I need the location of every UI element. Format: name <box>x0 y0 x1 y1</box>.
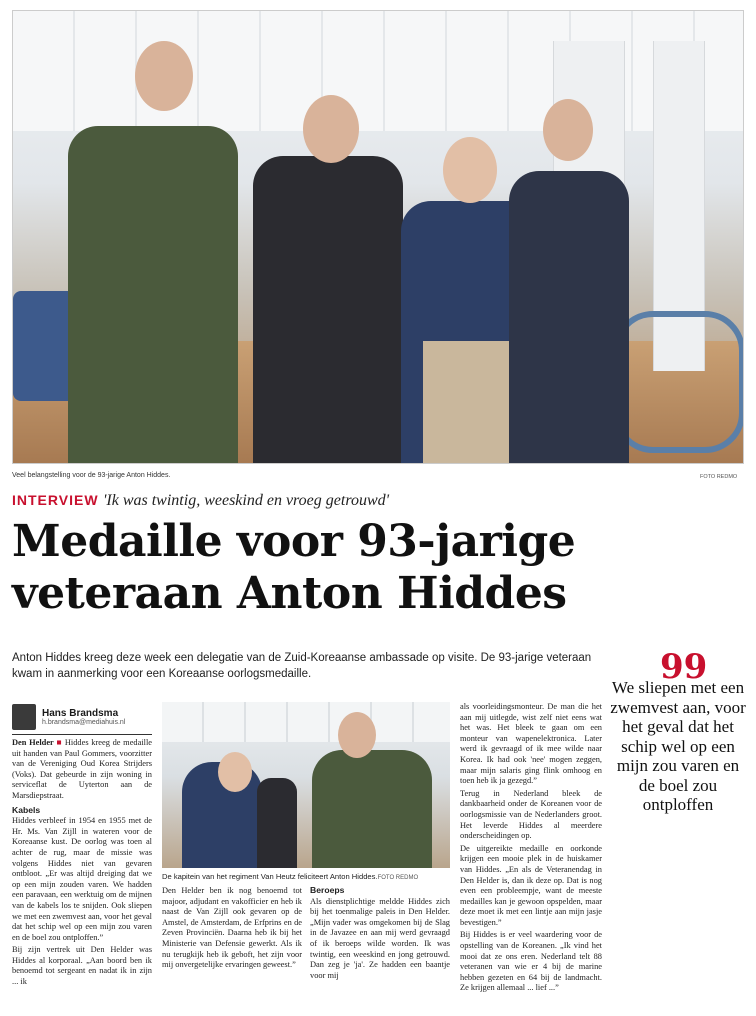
ceiling <box>13 11 743 131</box>
photo-caption: Veel belangstelling voor de 93-jarige Anton Hiddes. <box>12 472 171 479</box>
person-suit <box>253 156 403 463</box>
paragraph: Hiddes kreeg de medaille uit handen van Paul Gommers, voorzitter van de Vereniging Oud Korea Strijders (Voks). Dat gebeurde in zijn woning in serviceflat de Uyterton aan de Marsdiepstraat. <box>12 738 152 800</box>
person-soldier <box>312 750 432 868</box>
column-2 <box>162 886 302 1000</box>
person-head <box>303 95 359 163</box>
kicker-label: INTERVIEW <box>12 492 99 508</box>
ceiling <box>162 702 450 742</box>
person-diplomat <box>509 171 629 463</box>
byline <box>12 704 152 730</box>
secondary-photo-caption: De kapitein van het regiment Van Heutz feliciteert Anton Hiddes.FOTO REDMO <box>162 872 419 881</box>
divider <box>12 734 152 735</box>
photo-credit: FOTO REDMO <box>700 474 738 480</box>
kicker <box>12 492 389 510</box>
paragraph: als voorleidingsmonteur. De man die het aan mij uitlegde, wist zelf niet eens wat het was. Het bleek te gaan om een monteur van wapenelektronica. Later werd ik gevraagd of ik mee wilde naar Korea. Ik had ook 'nee' mogen zeggen, maar mijn salaris ging flink omhoog en toen heb ik ja gezegd.” <box>460 702 602 786</box>
author-email: h.brandsma@mediahuis.nl <box>42 719 126 726</box>
column-1: Den Helder ■ Hiddes kreeg de medaille uit handen van Paul Gommers, voorzitter van de Vereniging Oud Korea Strijders (Voks). Dat gebeurde in zijn woning in serviceflat de Uyterton aan de Marsdiepstraat. Kabels Hiddes verbleef in 1954 en 1955 met de Hr. Ms. Van Zijll in wateren voor de Koreaanse kust. De oorlog was toen al achter de rug, maar de missie was volgens Hiddes niet van gevaren ontbloot. „Er was altijd dreiging dat we op een mijn zouden varen. We hadden een paravaan, een werktuig om de mijnen van de kabels los te snijden. Ook sliepen we met een zwemvest aan, voor het geval dat het schip wel op een mijn zou varen en de boel zou ontploffen.” Bij zijn vertrek uit Den Helder was Hiddes al korporaal. „Aan boord ben ik benoemd tot sergeant en nadat ik in zijn ... ik <box>12 738 152 987</box>
column-3 <box>310 882 450 1000</box>
headline-line2: veteraan Anton Hiddes <box>12 568 567 619</box>
trousers <box>423 341 523 463</box>
paragraph: Den Helder ben ik nog benoemd tot majoor, adjudant en vakofficier en heb ik naast de Van Zijll ook gevaren op de Amstel, de Amsterdam, de Erfprins en de Zeven Provinciën. Daarna heb ik bij het Ministerie van Defensie gewerkt. Als ik nu terugkijk heb ik geboft, het zijn voor mij onvergetelijke ervaringen geweest.” <box>162 886 302 970</box>
person-head <box>135 41 193 111</box>
paragraph: Hiddes verbleef in 1954 en 1955 met de Hr. Ms. Van Zijll in wateren voor de Koreaanse kust. De oorlog was toen al achter de rug, maar de missie was volgens Hiddes niet van gevaren ontbloot. „Er was altijd dreiging dat we op een mijn zouden varen. We hadden een paravaan, een werktuig om de mijnen van de kabels los te snijden. Ook sliepen we met een zwemvest aan, voor het geval dat het schip wel op een mijn zou varen en de boel zou ontploffen.” <box>12 816 152 942</box>
person-head <box>218 752 252 792</box>
paragraph: Als dienstplichtige meldde Hiddes zich bij het toenmalige paleis in Den Helder. „Mijn vader was omgekomen bij de Slag in de Javazee en aan mij werd gevraagd of ik beroeps wilde worden. Ik was twintig, een weeskind en jong getrouwd. Dan zeg je 'ja'. Ze hadden een baantje voor mij <box>310 896 450 980</box>
person-suit <box>257 778 297 868</box>
subheading: Kabels <box>12 804 41 815</box>
person-head <box>543 99 593 161</box>
column-4 <box>460 702 602 1000</box>
main-photo <box>12 10 744 464</box>
pull-quote: We sliepen met een zwemvest aan, voor het geval dat het schip wel op een mijn zou varen en de boel zou ontploffen <box>610 678 746 814</box>
kicker-text: 'Ik was twintig, weeskind en vroeg getrouwd' <box>102 492 390 509</box>
paragraph: Terug in Nederland bleek de dankbaarheid onder de Koreanen voor de oorlogsmissie van de Nederlanders groot. Het leverde Hiddes al meerdere onderscheidingen op. <box>460 788 602 841</box>
author-name: Hans Brandsma <box>42 708 119 719</box>
person-head <box>443 137 497 203</box>
subheading: Beroeps <box>310 885 345 895</box>
person-soldier <box>68 126 238 463</box>
avatar <box>12 704 36 730</box>
intro: Anton Hiddes kreeg deze week een delegatie van de Zuid-Koreaanse ambassade op visite. De 93-jarige veteraan kwam in aanmerking voor een Koreaanse oorlogsmedaille. <box>12 652 592 680</box>
paragraph: Bij Hiddes is er veel waardering voor de opstelling van de Koreanen. „Ik vind het mooi dat ze ons eren. Nederland telt 88 veteranen van wie er 4 bij de marine hebben gezeten en 64 bij de landmacht. Ze krijgen allemaal ... lief ...” <box>460 930 602 993</box>
dateline: Den Helder <box>12 738 54 747</box>
person-head <box>338 712 376 758</box>
secondary-photo <box>162 702 450 868</box>
headline-line1: Medaille voor 93-jarige <box>12 516 576 567</box>
paragraph: De uitgereikte medaille en oorkonde krijgen een mooie plek in de huiskamer van Hiddes. „En als de Veteranendag in Den Helder is, dan ik deze op. Dat is nog even een probleempje, want de meeste medailles kan je gewoon opspelden, maar deze moet ik met een lintje aan mijn jasje bevestigen.” <box>460 843 602 927</box>
quote-mark-icon: 99 <box>660 647 708 687</box>
paragraph: Bij zijn vertrek uit Den Helder was Hiddes al korporaal. „Aan boord ben ik benoemd tot sergeant en nadat ik in zijn ... ik <box>12 945 152 987</box>
headline <box>12 516 752 620</box>
walker <box>613 311 744 453</box>
